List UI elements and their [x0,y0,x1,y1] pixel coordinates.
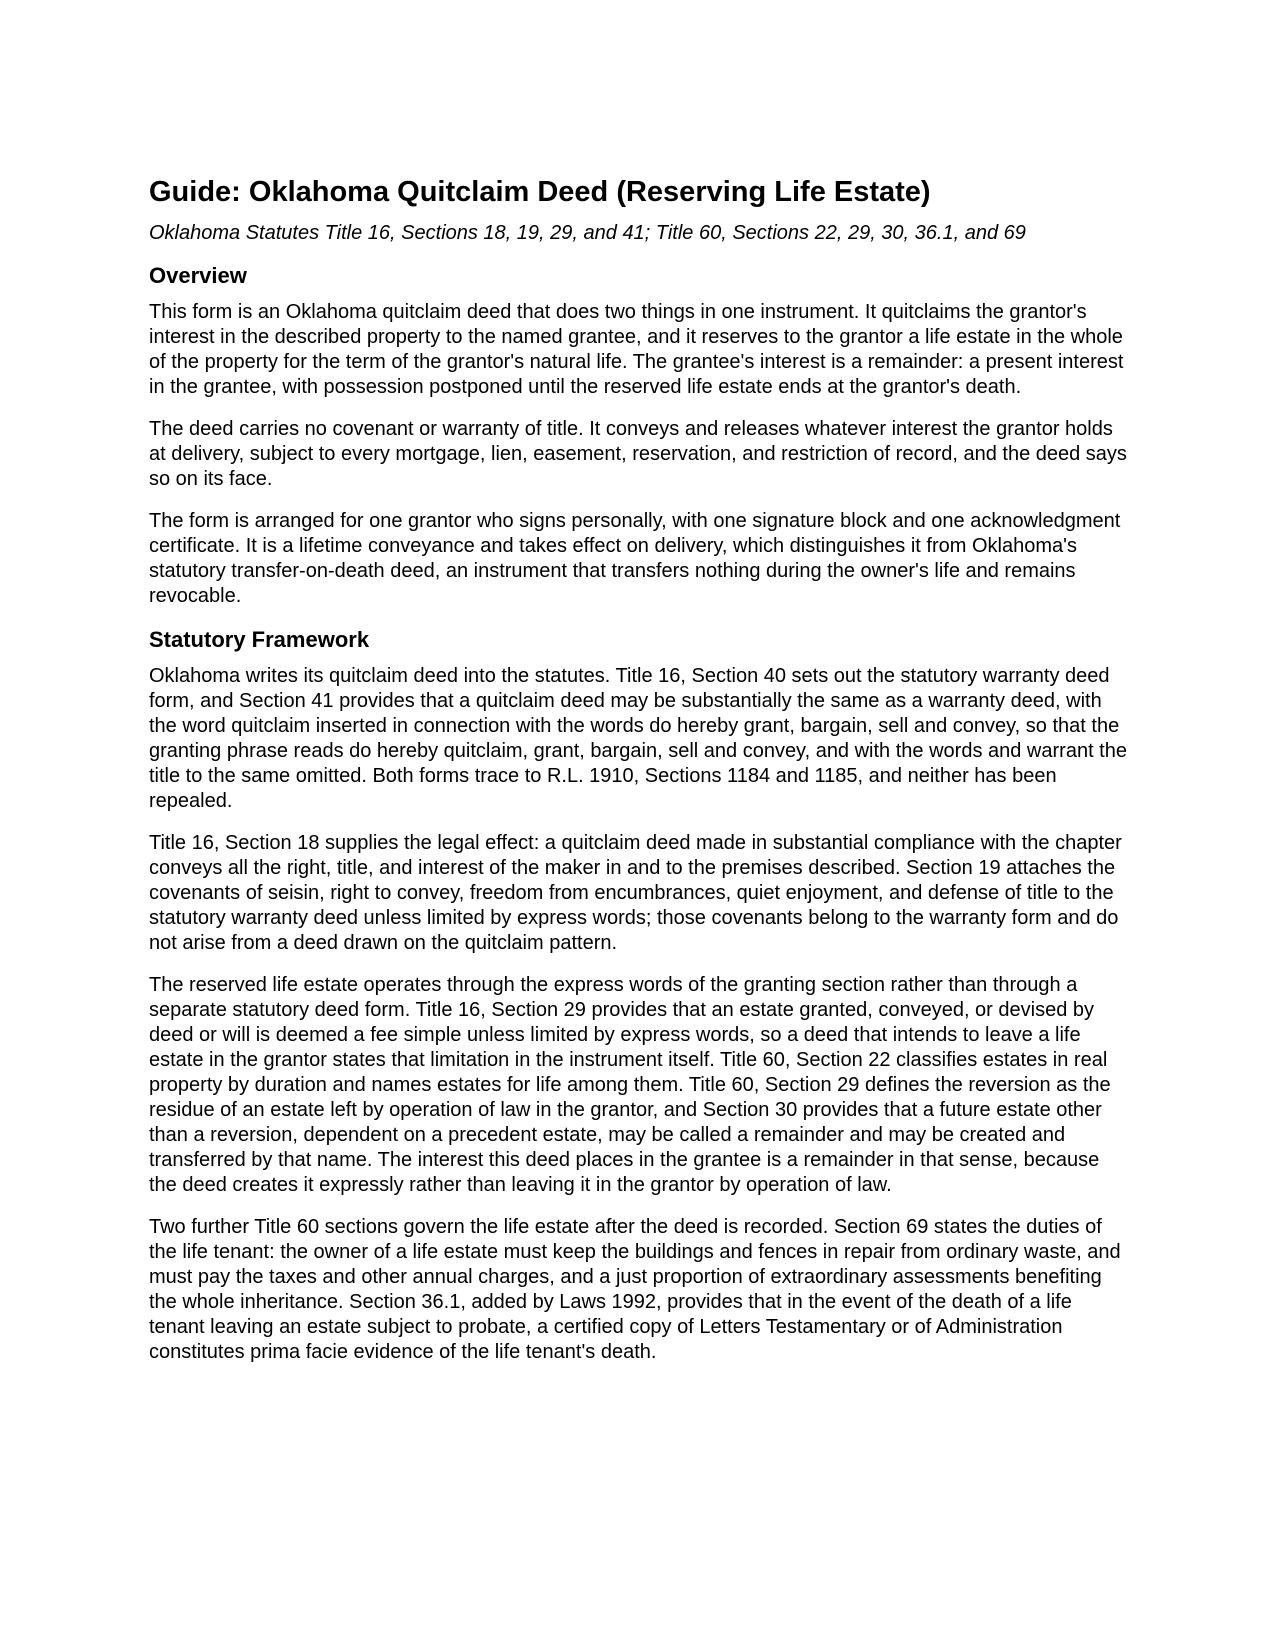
paragraph: Title 16, Section 18 supplies the legal effect: a quitclaim deed made in substantial compliance with the chapter conveys all the right, title, and interest of the maker in and to the premises described. Section 19 attaches the covenants of seisin, right to convey, freedom from encumbrances, quiet enjoyment, and defense of title to the statutory warranty deed unless limited by express words; those covenants belong to the warranty form and do not arise from a deed drawn on the quitclaim pattern. [149,832,1122,954]
paragraph: The deed carries no covenant or warranty of title. It conveys and releases whatever interest the grantor holds at delivery, subject to every mortgage, lien, easement, reservation, and restriction of record, and the deed says so on its face. [149,418,1127,490]
paragraph: The form is arranged for one grantor who signs personally, with one signature block and one acknowledgment certificate. It is a lifetime conveyance and takes effect on delivery, which distinguishes it from Oklahoma's statutory transfer-on-death deed, an instrument that transfers nothing during the owner's life and remains revocable. [149,510,1121,607]
section-heading: Overview [149,263,247,288]
page-subtitle: Oklahoma Statutes Title 16, Sections 18, 19, 29, and 41; Title 60, Sections 22, 29, 30, 36.1, and 69 [149,222,1026,244]
paragraph: This form is an Oklahoma quitclaim deed that does two things in one instrument. It quitclaims the grantor's interest in the described property to the named grantee, and it reserves to the grantor a life estate in the whole of the property for the term of the grantor's natural life. The grantee's interest is a remainder: a present interest in the grantee, with possession postponed until the reserved life estate ends at the grantor's death. [149,301,1124,398]
document-page [149,174,1129,1382]
paragraph: The reserved life estate operates through the express words of the granting section rather than through a separate statutory deed form. Title 16, Section 29 provides that an estate granted, conveyed, or devised by deed or will is deemed a fee simple unless limited by express words, so a deed that intends to leave a life estate in the grantor states that limitation in the instrument itself. Title 60, Section 22 classifies estates in real property by duration and names estates for life among them. Title 60, Section 29 defines the reversion as the residue of an estate left by operation of law in the grantor, and Section 30 provides that a future estate other than a reversion, dependent on a precedent estate, may be called a remainder and may be created and transferred by that name. The interest this deed places in the grantee is a remainder in that sense, because the deed creates it expressly rather than leaving it in the grantor by operation of law. [149,974,1111,1196]
section-overview [149,262,1129,609]
page-title: Guide: Oklahoma Quitclaim Deed (Reserving Life Estate) [149,176,931,208]
paragraph: Two further Title 60 sections govern the life estate after the deed is recorded. Section 69 states the duties of the life tenant: the owner of a life estate must keep the buildings and fences in repair from ordinary waste, and must pay the taxes and other annual charges, and a just proportion of extraordinary assessments benefiting the whole inheritance. Section 36.1, added by Laws 1992, provides that in the event of the death of a life tenant leaving an estate subject to probate, a certified copy of Letters Testamentary or of Administration constitutes prima facie evidence of the life tenant's death. [149,1216,1121,1363]
section-statutory-framework [149,626,1129,1365]
paragraph: Oklahoma writes its quitclaim deed into the statutes. Title 16, Section 40 sets out the statutory warranty deed form, and Section 41 provides that a quitclaim deed may be substantially the same as a warranty deed, with the word quitclaim inserted in connection with the words do hereby grant, bargain, sell and convey, so that the granting phrase reads do hereby quitclaim, grant, bargain, sell and convey, and with the words and warrant the title to the same omitted. Both forms trace to R.L. 1910, Sections 1184 and 1185, and neither has been repealed. [149,665,1127,812]
section-heading: Statutory Framework [149,627,370,652]
